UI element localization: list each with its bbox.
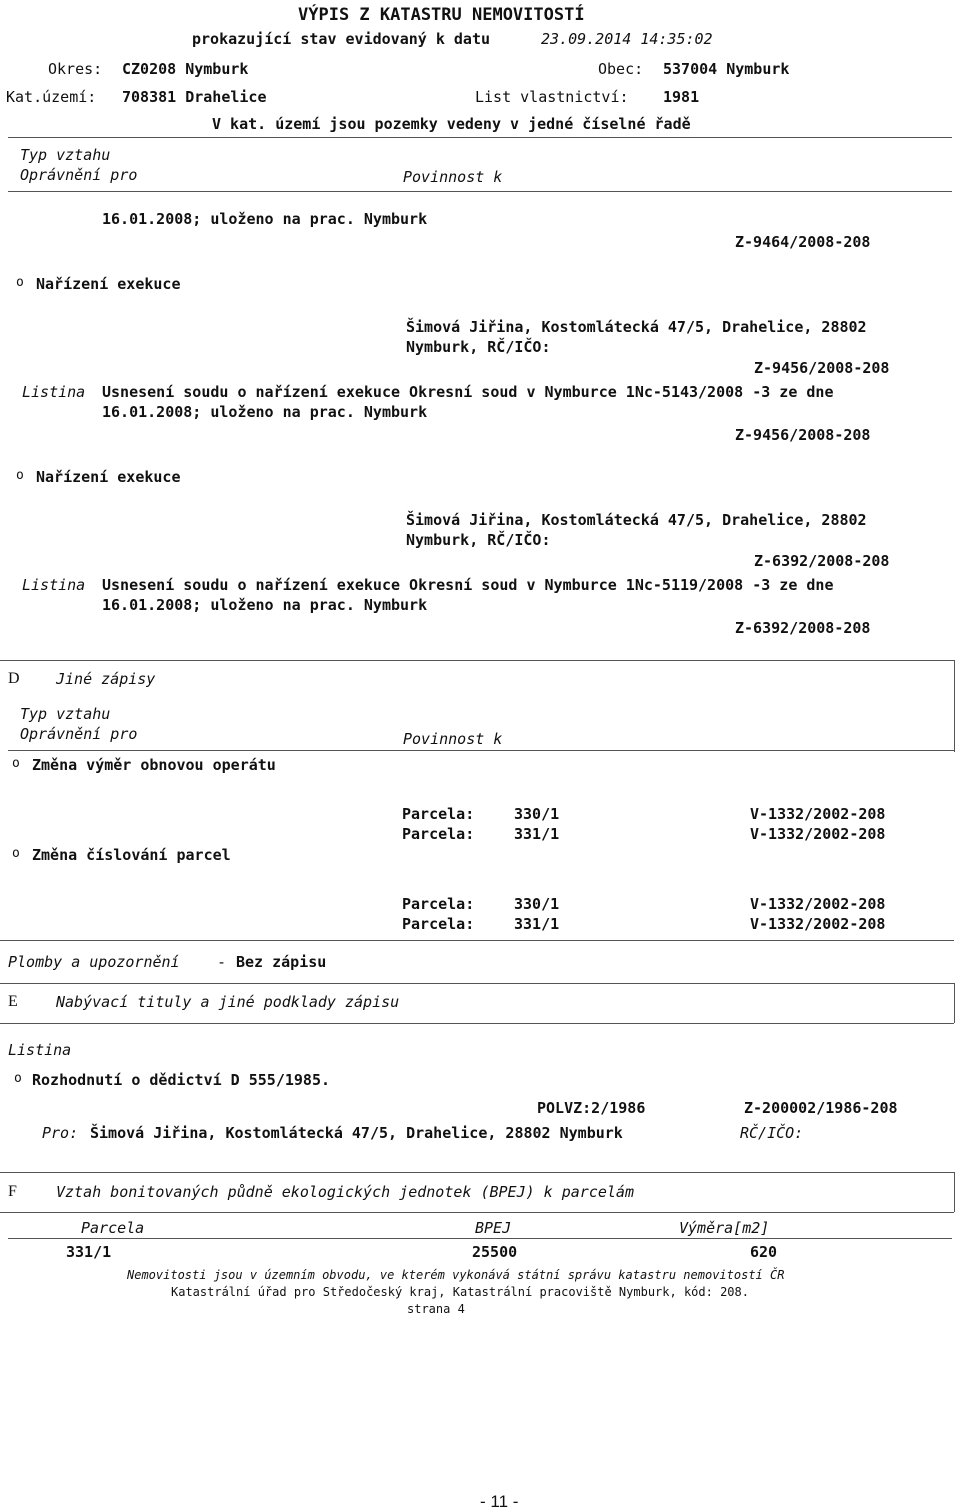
- section-f-right-line: [954, 1172, 955, 1212]
- col-povinnost-k: Povinnost k: [403, 730, 503, 748]
- footer-line1: Nemovitosti jsou v územním obvodu, ve kterém vykonává státní správu katastru nemovitostí ČR: [127, 1268, 785, 1282]
- bullet-icon: o: [12, 846, 20, 861]
- entry-person-line1: Šimová Jiřina, Kostomlátecká 47/5, Drahelice, 28802: [406, 511, 867, 529]
- col-povinnost-k: Povinnost k: [403, 168, 503, 186]
- plomby-dash: -: [217, 953, 227, 971]
- section-e-right-line: [954, 983, 955, 1023]
- entry-ref2: Z-6392/2008-208: [735, 619, 871, 637]
- obec-label: Obec:: [598, 60, 644, 78]
- bpej-cell-vymera: 620: [750, 1243, 778, 1261]
- parcel-ref: V-1332/2002-208: [750, 825, 886, 843]
- entry-person-line1: Šimová Jiřina, Kostomlátecká 47/5, Drahelice, 28802: [406, 318, 867, 336]
- rc-label: RČ/IČO:: [740, 1124, 804, 1142]
- parcel-ref: V-1332/2002-208: [750, 915, 886, 933]
- footer-page: strana 4: [407, 1302, 465, 1316]
- section-e-top-line: [0, 983, 954, 984]
- entry-person-line2: Nymburk, RČ/IČO:: [406, 338, 551, 356]
- bpej-cell-parcela: 331/1: [66, 1243, 112, 1261]
- section-e-bottom-line: [0, 1023, 954, 1024]
- okres-value: CZ0208 Nymburk: [122, 60, 249, 78]
- bpej-col-bpej: BPEJ: [475, 1219, 512, 1237]
- pro-value: Šimová Jiřina, Kostomlátecká 47/5, Drahelice, 28802 Nymburk: [90, 1124, 623, 1142]
- parcel-number: 330/1: [514, 895, 560, 913]
- col-opravneni-pro: Oprávnění pro: [20, 166, 138, 184]
- numbering-note: V kat. území jsou pozemky vedeny v jedné číselné řadě: [212, 115, 691, 133]
- inheritance-ref: Z-200002/1986-208: [744, 1099, 898, 1117]
- footer-line2: Katastrální úřad pro Středočeský kraj, Katastrální pracoviště Nymburk, kód: 208.: [171, 1285, 749, 1299]
- bpej-col-parcela: Parcela: [81, 1219, 145, 1237]
- listina-text: Usnesení soudu o nařízení exekuce Okresní soud v Nymburce 1Nc-5143/2008 -3 ze dne: [102, 383, 834, 401]
- section-f-bottom-line: [0, 1212, 954, 1213]
- plomby-value: Bez zápisu: [236, 953, 327, 971]
- col-opravneni-pro: Oprávnění pro: [20, 725, 138, 743]
- bpej-col-vymera: Výměra[m2]: [679, 1219, 770, 1237]
- section-d-right-line: [954, 660, 955, 752]
- change-item-vymer: Změna výměr obnovou operátu: [32, 756, 276, 774]
- parcel-label: Parcela:: [402, 915, 475, 933]
- section-f-letter: F: [8, 1183, 17, 1200]
- entry-person-line2: Nymburk, RČ/IČO:: [406, 531, 551, 549]
- entry-ref2: Z-9456/2008-208: [735, 426, 871, 444]
- obec-value: 537004 Nymburk: [663, 60, 790, 78]
- entry-date-line: 16.01.2008; uloženo na prac. Nymburk: [102, 210, 428, 228]
- listina-text: Usnesení soudu o nařízení exekuce Okresní soud v Nymburce 1Nc-5119/2008 -3 ze dne: [102, 576, 834, 594]
- okres-label: Okres:: [48, 60, 103, 78]
- parcel-ref: V-1332/2002-208: [750, 895, 886, 913]
- bpej-header-line: [8, 1238, 952, 1239]
- parcel-label: Parcela:: [402, 895, 475, 913]
- col-typ-vztahu: Typ vztahu: [20, 705, 111, 723]
- page-number: - 11 -: [480, 1492, 519, 1511]
- column-divider: [8, 191, 952, 192]
- bullet-icon: o: [14, 1071, 22, 1086]
- entry-title: Nařízení exekuce: [36, 468, 181, 486]
- document-title: VÝPIS Z KATASTRU NEMOVITOSTÍ: [298, 5, 585, 25]
- parcel-label: Parcela:: [402, 825, 475, 843]
- col-typ-vztahu: Typ vztahu: [20, 146, 111, 164]
- listina-label: Listina: [8, 1041, 72, 1059]
- header-divider: [8, 137, 952, 138]
- plomby-top-line: [0, 940, 954, 941]
- list-label: List vlastnictví:: [475, 88, 629, 106]
- section-f-title: Vztah bonitovaných půdně ekologických jednotek (BPEJ) k parcelám: [56, 1183, 634, 1201]
- katuzemi-label: Kat.území:: [6, 88, 97, 106]
- parcel-number: 331/1: [514, 915, 560, 933]
- inheritance-decision: Rozhodnutí o dědictví D 555/1985.: [32, 1071, 331, 1089]
- entry-ref1: Z-6392/2008-208: [754, 552, 890, 570]
- section-d-title: Jiné zápisy: [56, 670, 156, 688]
- parcel-number: 331/1: [514, 825, 560, 843]
- bpej-cell-bpej: 25500: [472, 1243, 518, 1261]
- section-e-letter: E: [8, 993, 18, 1010]
- entry-ref1: Z-9456/2008-208: [754, 359, 890, 377]
- listina-label: Listina: [22, 383, 86, 401]
- parcel-label: Parcela:: [402, 805, 475, 823]
- entry-ref: Z-9464/2008-208: [735, 233, 871, 251]
- listina-label: Listina: [22, 576, 86, 594]
- plomby-label: Plomby a upozornění: [8, 953, 180, 971]
- entry-title: Nařízení exekuce: [36, 275, 181, 293]
- section-e-title: Nabývací tituly a jiné podklady zápisu: [56, 993, 400, 1011]
- bullet-icon: o: [16, 468, 24, 483]
- list-value: 1981: [663, 88, 700, 106]
- katuzemi-value: 708381 Drahelice: [122, 88, 267, 106]
- entry-date-line: 16.01.2008; uloženo na prac. Nymburk: [102, 596, 428, 614]
- polvz-ref: POLVZ:2/1986: [537, 1099, 646, 1117]
- section-d-letter: D: [8, 670, 20, 687]
- parcel-ref: V-1332/2002-208: [750, 805, 886, 823]
- change-item-cislovani: Změna číslování parcel: [32, 846, 231, 864]
- status-date: 23.09.2014 14:35:02: [541, 30, 713, 48]
- parcel-number: 330/1: [514, 805, 560, 823]
- pro-label: Pro:: [42, 1124, 79, 1142]
- status-label: prokazující stav evidovaný k datu: [192, 30, 491, 48]
- column-divider: [8, 750, 954, 751]
- section-d-top-line: [0, 660, 954, 661]
- bullet-icon: o: [12, 756, 20, 771]
- bullet-icon: o: [16, 275, 24, 290]
- section-f-top-line: [0, 1172, 954, 1173]
- entry-date-line: 16.01.2008; uloženo na prac. Nymburk: [102, 403, 428, 421]
